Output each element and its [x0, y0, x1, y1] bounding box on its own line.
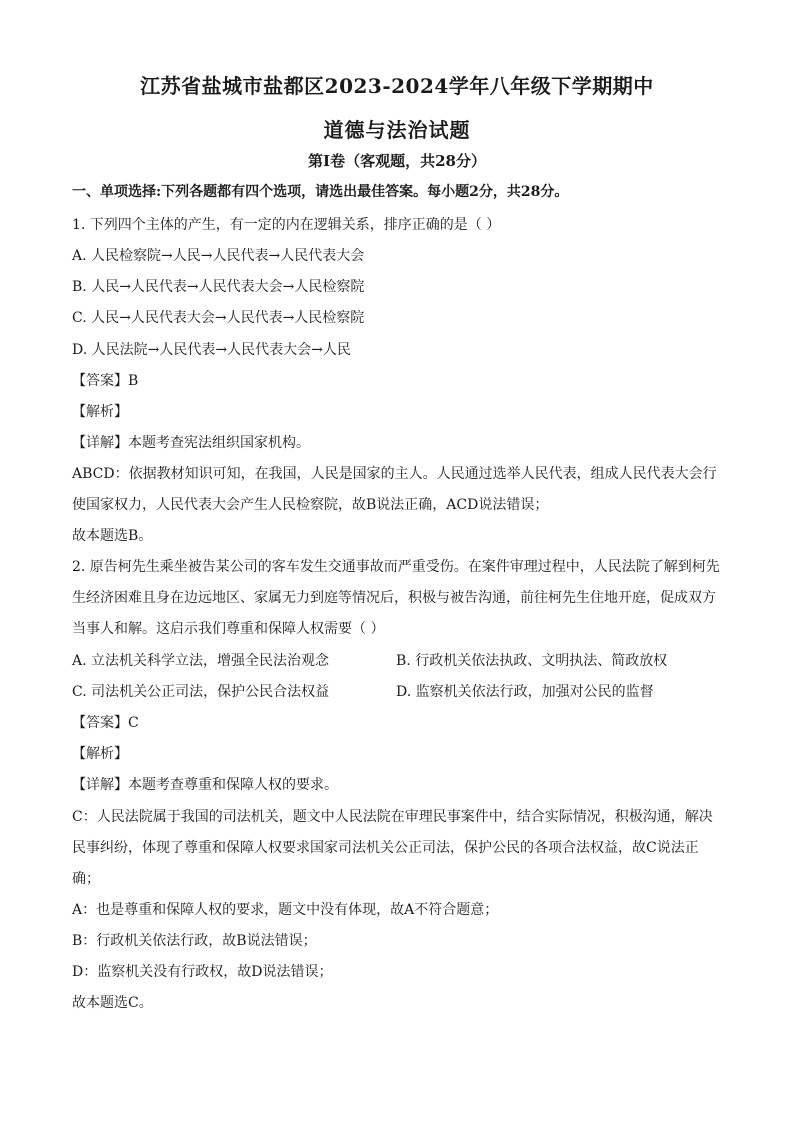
- q2-analysis-label: 【解析】: [72, 746, 128, 762]
- q1-option-a: A. 人民检察院→人民→人民代表→人民代表大会: [72, 248, 365, 264]
- document-subtitle: 道德与法治试题: [323, 118, 471, 142]
- q1-option-d: D. 人民法院→人民代表→人民代表大会→人民: [72, 342, 351, 358]
- q2-explanation-line1: C：人民法院属于我国的司法机关，题文中人民法院在审理民事案件中，结合实际情况，积极沟通，解决: [72, 809, 713, 825]
- q2-stem-line3: 当事人和解。这启示我们尊重和保障人权需要（ ）: [72, 621, 385, 637]
- q2-option-c: C. 司法机关公正司法，保护公民合法权益: [72, 684, 330, 700]
- q2-option-d: D. 监察机关依法行政，加强对公民的监督: [396, 684, 654, 700]
- q1-stem: 1. 下列四个主体的产生，有一定的内在逻辑关系，排序正确的是（ ）: [72, 217, 501, 233]
- volume-heading: 第I卷（客观题，共28分）: [308, 152, 486, 170]
- q2-stem-line2: 生经济困难且身在边远地区、家属无力到庭等情况后，积极与被告沟通，前往柯先生住地开庭，促成双方: [72, 590, 716, 606]
- section-heading: 一、单项选择:下列各题都有四个选项，请选出最佳答案。每小题2分，共28分。: [72, 184, 569, 200]
- q2-explanation-line2: 民事纠纷，体现了尊重和保障人权要求国家司法机关公正司法，保护公民的各项合法权益，故C说法正: [72, 840, 699, 856]
- q1-option-b: B. 人民→人民代表→人民代表大会→人民检察院: [72, 279, 365, 295]
- q1-detail: 【详解】本题考查宪法组织国家机构。: [72, 435, 310, 451]
- q2-stem-line1: 2. 原告柯先生乘坐被告某公司的客车发生交通事故而严重受伤。在案件审理过程中，人民法院了解到柯先: [72, 559, 720, 575]
- q1-option-c: C. 人民→人民代表大会→人民代表→人民检察院: [72, 310, 365, 326]
- q2-explanation-line5: B：行政机关依法行政，故B说法错误；: [72, 933, 317, 949]
- q2-explanation-line3: 确；: [72, 871, 100, 887]
- q2-explanation-line6: D：监察机关没有行政权，故D说法错误；: [72, 964, 333, 980]
- q1-explanation-line1: ABCD：依据教材知识可知，在我国，人民是国家的主人。人民通过选举人民代表，组成人民代表大会行: [72, 466, 717, 482]
- q1-explanation-line2: 使国家权力，人民代表大会产生人民检察院，故B说法正确，ACD说法错误；: [72, 497, 549, 513]
- q2-option-b: B. 行政机关依法执政、文明执法、简政放权: [396, 653, 668, 669]
- q2-explanation-line4: A：也是尊重和保障人权的要求，题文中没有体现，故A不符合题意；: [72, 902, 499, 918]
- q1-conclusion: 故本题选B。: [72, 528, 153, 544]
- q1-analysis-label: 【解析】: [72, 404, 128, 420]
- document-title: 江苏省盐城市盐都区2023-2024学年八年级下学期期中: [140, 74, 654, 98]
- q2-conclusion: 故本题选C。: [72, 995, 153, 1011]
- q2-detail: 【详解】本题考查尊重和保障人权的要求。: [72, 777, 338, 793]
- q2-option-a: A. 立法机关科学立法，增强全民法治观念: [72, 653, 330, 669]
- q1-answer: 【答案】B: [72, 373, 139, 389]
- q2-answer: 【答案】C: [72, 715, 139, 731]
